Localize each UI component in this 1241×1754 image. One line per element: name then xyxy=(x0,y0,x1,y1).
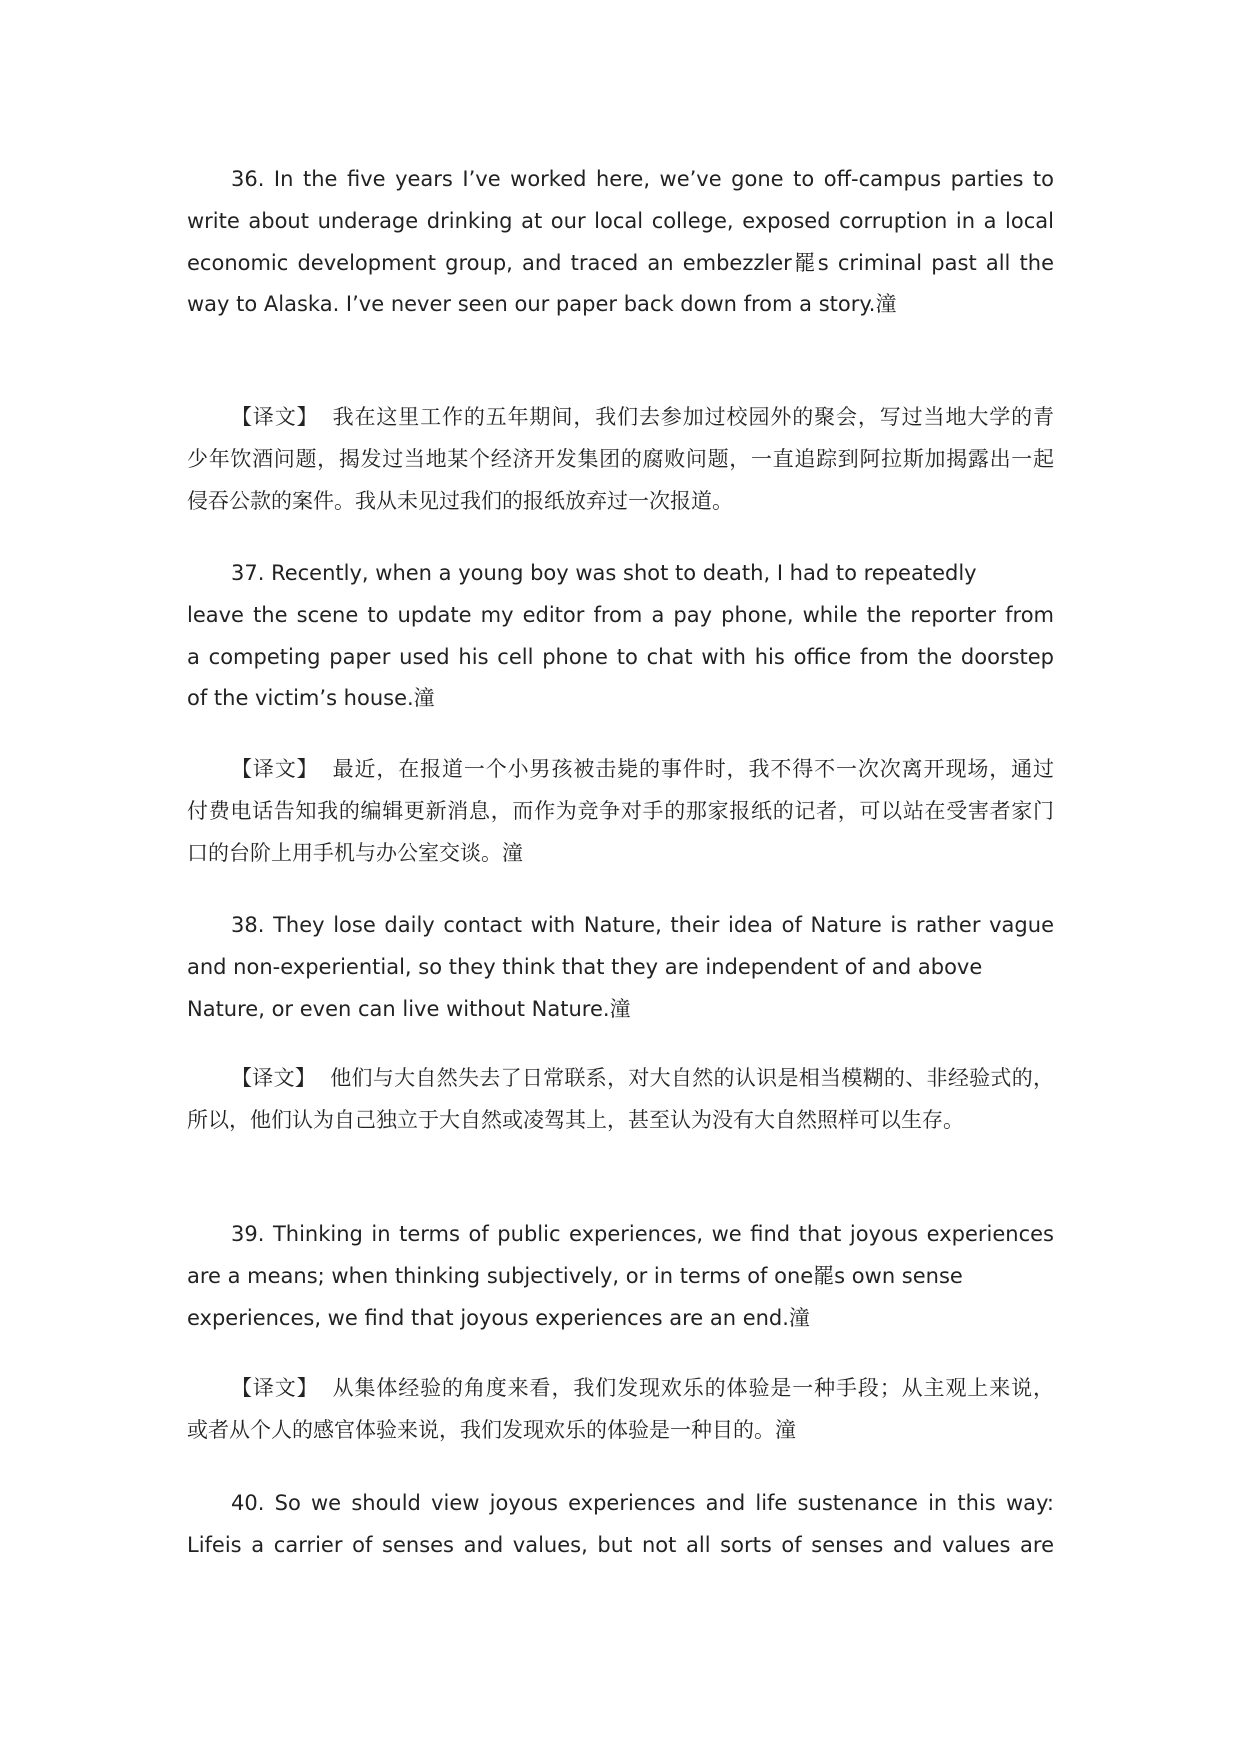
paragraph-line: are a means; when thinking subjectively, or in terms of one罷s own sense xyxy=(187,1263,963,1288)
translation-text: 从集体经验的角度来看，我们发现欢乐的体验是一种手段；从主观上来说， xyxy=(332,1376,1054,1400)
paragraph-line: 37. Recently, when a young boy was shot to death, I had to repeatedly xyxy=(231,561,977,585)
translation-line xyxy=(187,397,1054,439)
translation-block-37 xyxy=(187,749,1054,874)
translation-label: 【译文】 xyxy=(231,757,319,781)
paragraph-line: and non-experiential, so they think that they are independent of and above xyxy=(187,954,983,979)
paragraph-line: economic development group, and traced an embezzler罷s criminal past all the xyxy=(187,250,1054,275)
translation-line xyxy=(187,749,1054,791)
english-paragraph-36 xyxy=(187,159,1054,326)
translation-text: 最近，在报道一个小男孩被击毙的事件时，我不得不一次次离开现场，通过 xyxy=(332,757,1054,781)
english-paragraph-38 xyxy=(187,905,1054,1030)
translation-line xyxy=(187,1058,1054,1100)
paragraph-line: leave the scene to update my editor from a pay phone, while the reporter from xyxy=(187,602,1054,627)
translation-text: 他们与大自然失去了日常联系，对大自然的认识是相当模糊的、非经验式的， xyxy=(330,1066,1054,1090)
translation-text: 我在这里工作的五年期间，我们去参加过校园外的聚会，写过当地大学的青 xyxy=(332,405,1054,429)
paragraph-line: a competing paper used his cell phone to chat with his office from the doorstep xyxy=(187,644,1054,669)
english-paragraph-37 xyxy=(187,553,1054,720)
paragraph-line: Nature, or even can live without Nature.潼 xyxy=(187,996,631,1021)
translation-line: 侵吞公款的案件。我从未见过我们的报纸放弃过一次报道。 xyxy=(187,488,733,513)
translation-label: 【译文】 xyxy=(231,1066,317,1090)
translation-line: 付费电话告知我的编辑更新消息，而作为竞争对手的那家报纸的记者，可以站在受害者家门 xyxy=(187,798,1054,823)
translation-line xyxy=(187,1368,1054,1410)
translation-line: 所以，他们认为自己独立于大自然或凌驾其上，甚至认为没有大自然照样可以生存。 xyxy=(187,1107,964,1132)
paragraph-line: write about underage drinking at our local college, exposed corruption in a local xyxy=(187,208,1054,233)
translation-label: 【译文】 xyxy=(231,405,319,429)
paragraph-line: 38. They lose daily contact with Nature, their idea of Nature is rather vague xyxy=(231,913,1054,937)
translation-block-39 xyxy=(187,1368,1054,1452)
paragraph-line: Lifeis a carrier of senses and values, but not all sorts of senses and values are xyxy=(187,1532,1054,1557)
english-paragraph-40 xyxy=(187,1483,1054,1567)
paragraph-line: experiences, we find that joyous experiences are an end.潼 xyxy=(187,1305,810,1330)
translation-line: 少年饮酒问题，揭发过当地某个经济开发集团的腐败问题，一直追踪到阿拉斯加揭露出一起 xyxy=(187,446,1054,471)
paragraph-line: way to Alaska. I’ve never seen our paper back down from a story.潼 xyxy=(187,292,897,317)
paragraph-line: 40. So we should view joyous experiences and life sustenance in this way: xyxy=(231,1491,1054,1515)
paragraph-line: of the victim’s house.潼 xyxy=(187,686,435,711)
paragraph-line: 39. Thinking in terms of public experiences, we find that joyous experiences xyxy=(231,1222,1054,1246)
translation-block-38 xyxy=(187,1058,1054,1142)
english-paragraph-39 xyxy=(187,1214,1054,1339)
paragraph-line: 36. In the five years I’ve worked here, we’ve gone to off-campus parties to xyxy=(231,167,1054,191)
translation-line: 或者从个人的感官体验来说，我们发现欢乐的体验是一种目的。潼 xyxy=(187,1417,796,1442)
translation-label: 【译文】 xyxy=(231,1376,319,1400)
translation-block-36 xyxy=(187,397,1054,522)
translation-line: 口的台阶上用手机与办公室交谈。潼 xyxy=(187,840,523,865)
